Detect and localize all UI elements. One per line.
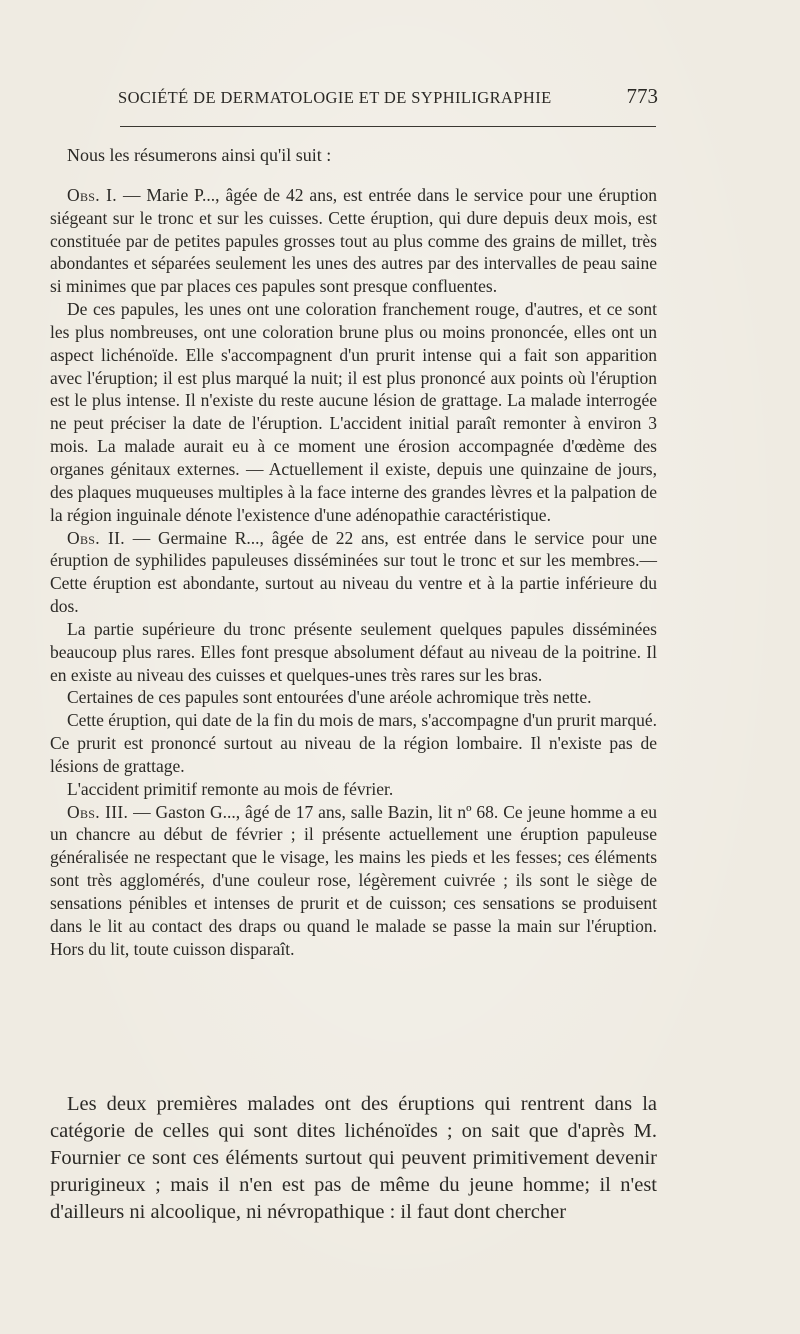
conclusion-text — [50, 1091, 657, 1226]
obs1-paragraph-2: De ces papules, les unes ont une coloration franchement rouge, d'autres, et ce sont les plus nombreuses, ont une coloration brune plus ou moins prononcée, elles ont un aspect lichénoïde. Elle s'accompagnent d'un prurit intense qui a fait son apparition avec l'éruption; il est plus marqué la nuit; il est plus prononcé aux points où l'éruption est le plus intense. Il n'existe du reste aucune lésion de grattage. La malade interrogée ne peut préciser la date de l'éruption. L'accident initial paraît remonter à environ 3 mois. La malade aurait eu à ce moment une érosion accompagnée d'œdème des organes génitaux externes. — Actuellement il existe, depuis une quinzaine de jours, des plaques muqueuses multiples à la face interne des grandes lèvres et la palpation de la région inguinale dénote l'existence d'une adénopathie caractéristique. — [50, 299, 657, 525]
running-title: SOCIÉTÉ DE DERMATOLOGIE ET DE SYPHILIGRAPHIE — [118, 88, 552, 107]
obs3-text-1: — Gaston G..., âgé de 17 ans, salle Bazin, lit nº 68. Ce jeune homme a eu un chancre au début de février ; il présente actuellement une éruption papuleuse généralisée ne respectant que le visage, les mains les pieds et les fesses; ces éléments sont très agglomérés, d'une couleur rose, légèrement cuivrée ; ils sont le siège de sensations pénibles et intenses de prurit et de cuisson; ces sensations se produisent dans le lit au contact des draps ou quand le malade se passe la main sur l'éruption. Hors du lit, toute cuisson disparaît. — [50, 801, 658, 959]
obs2-paragraph-1 — [50, 527, 657, 618]
obs3-label: Obs. III. — [67, 801, 129, 822]
obs2-paragraph-5: L'accident primitif remonte au mois de février. — [67, 778, 394, 799]
obs2-paragraph-3: Certaines de ces papules sont entourées d'une aréole achromique très nette. — [67, 687, 592, 708]
obs2-paragraph-2: La partie supérieure du tronc présente seulement quelques papules disséminées beaucoup plus rares. Elles font presque absolument défaut au niveau de la poitrine. Il en existe au niveau des cuisses et quelques-unes très rares sur les bras. — [50, 618, 657, 685]
obs2-text-1: — Germaine R..., âgée de 22 ans, est entrée dans le service pour une éruption de syphilides papuleuses disséminées sur tout le tronc et sur les membres.— Cette éruption est abondante, surtout au niveau du ventre et à la partie inférieure du dos. — [50, 527, 657, 617]
intro-paragraph: Nous les résumerons ainsi qu'il suit : — [67, 145, 332, 165]
conclusion-paragraph: Les deux premières malades ont des éruptions qui rentrent dans la catégorie de celles qui sont dites lichénoïdes ; on sait que d'après M. Fournier ce sont ces éléments surtout qui peuvent primitivement devenir prurigineux ; mais il n'en est pas de même du jeune homme; il n'est d'ailleurs ni alcoolique, ni névropathique : il faut dont chercher — [50, 1093, 657, 1223]
page-number: 773 — [626, 84, 658, 108]
obs1-paragraph-1 — [50, 184, 657, 298]
obs2-label: Obs. II. — [67, 527, 125, 548]
obs1-text-1: — Marie P..., âgée de 42 ans, est entrée dans le service pour une éruption siégeant sur le tronc et sur les cuisses. Cette éruption, qui dure depuis deux mois, est constituée par de petites papules grosses tout au plus comme des grains de millet, très abondantes et séparées seulement les unes des autres par des intervalles de peau saine si minimes que par places ces papules sont presque confluentes. — [50, 184, 657, 297]
body-text — [50, 144, 657, 961]
obs1-label: Obs. I. — [67, 184, 117, 205]
obs2-paragraph-4: Cette éruption, qui date de la fin du mois de mars, s'accompagne d'un prurit marqué. Ce prurit est prononcé surtout au niveau de la région lombaire. Il n'existe pas de lésions de grattage. — [50, 710, 657, 776]
page-header — [118, 84, 658, 114]
header-rule — [120, 126, 656, 127]
obs3-paragraph-1 — [50, 801, 657, 961]
